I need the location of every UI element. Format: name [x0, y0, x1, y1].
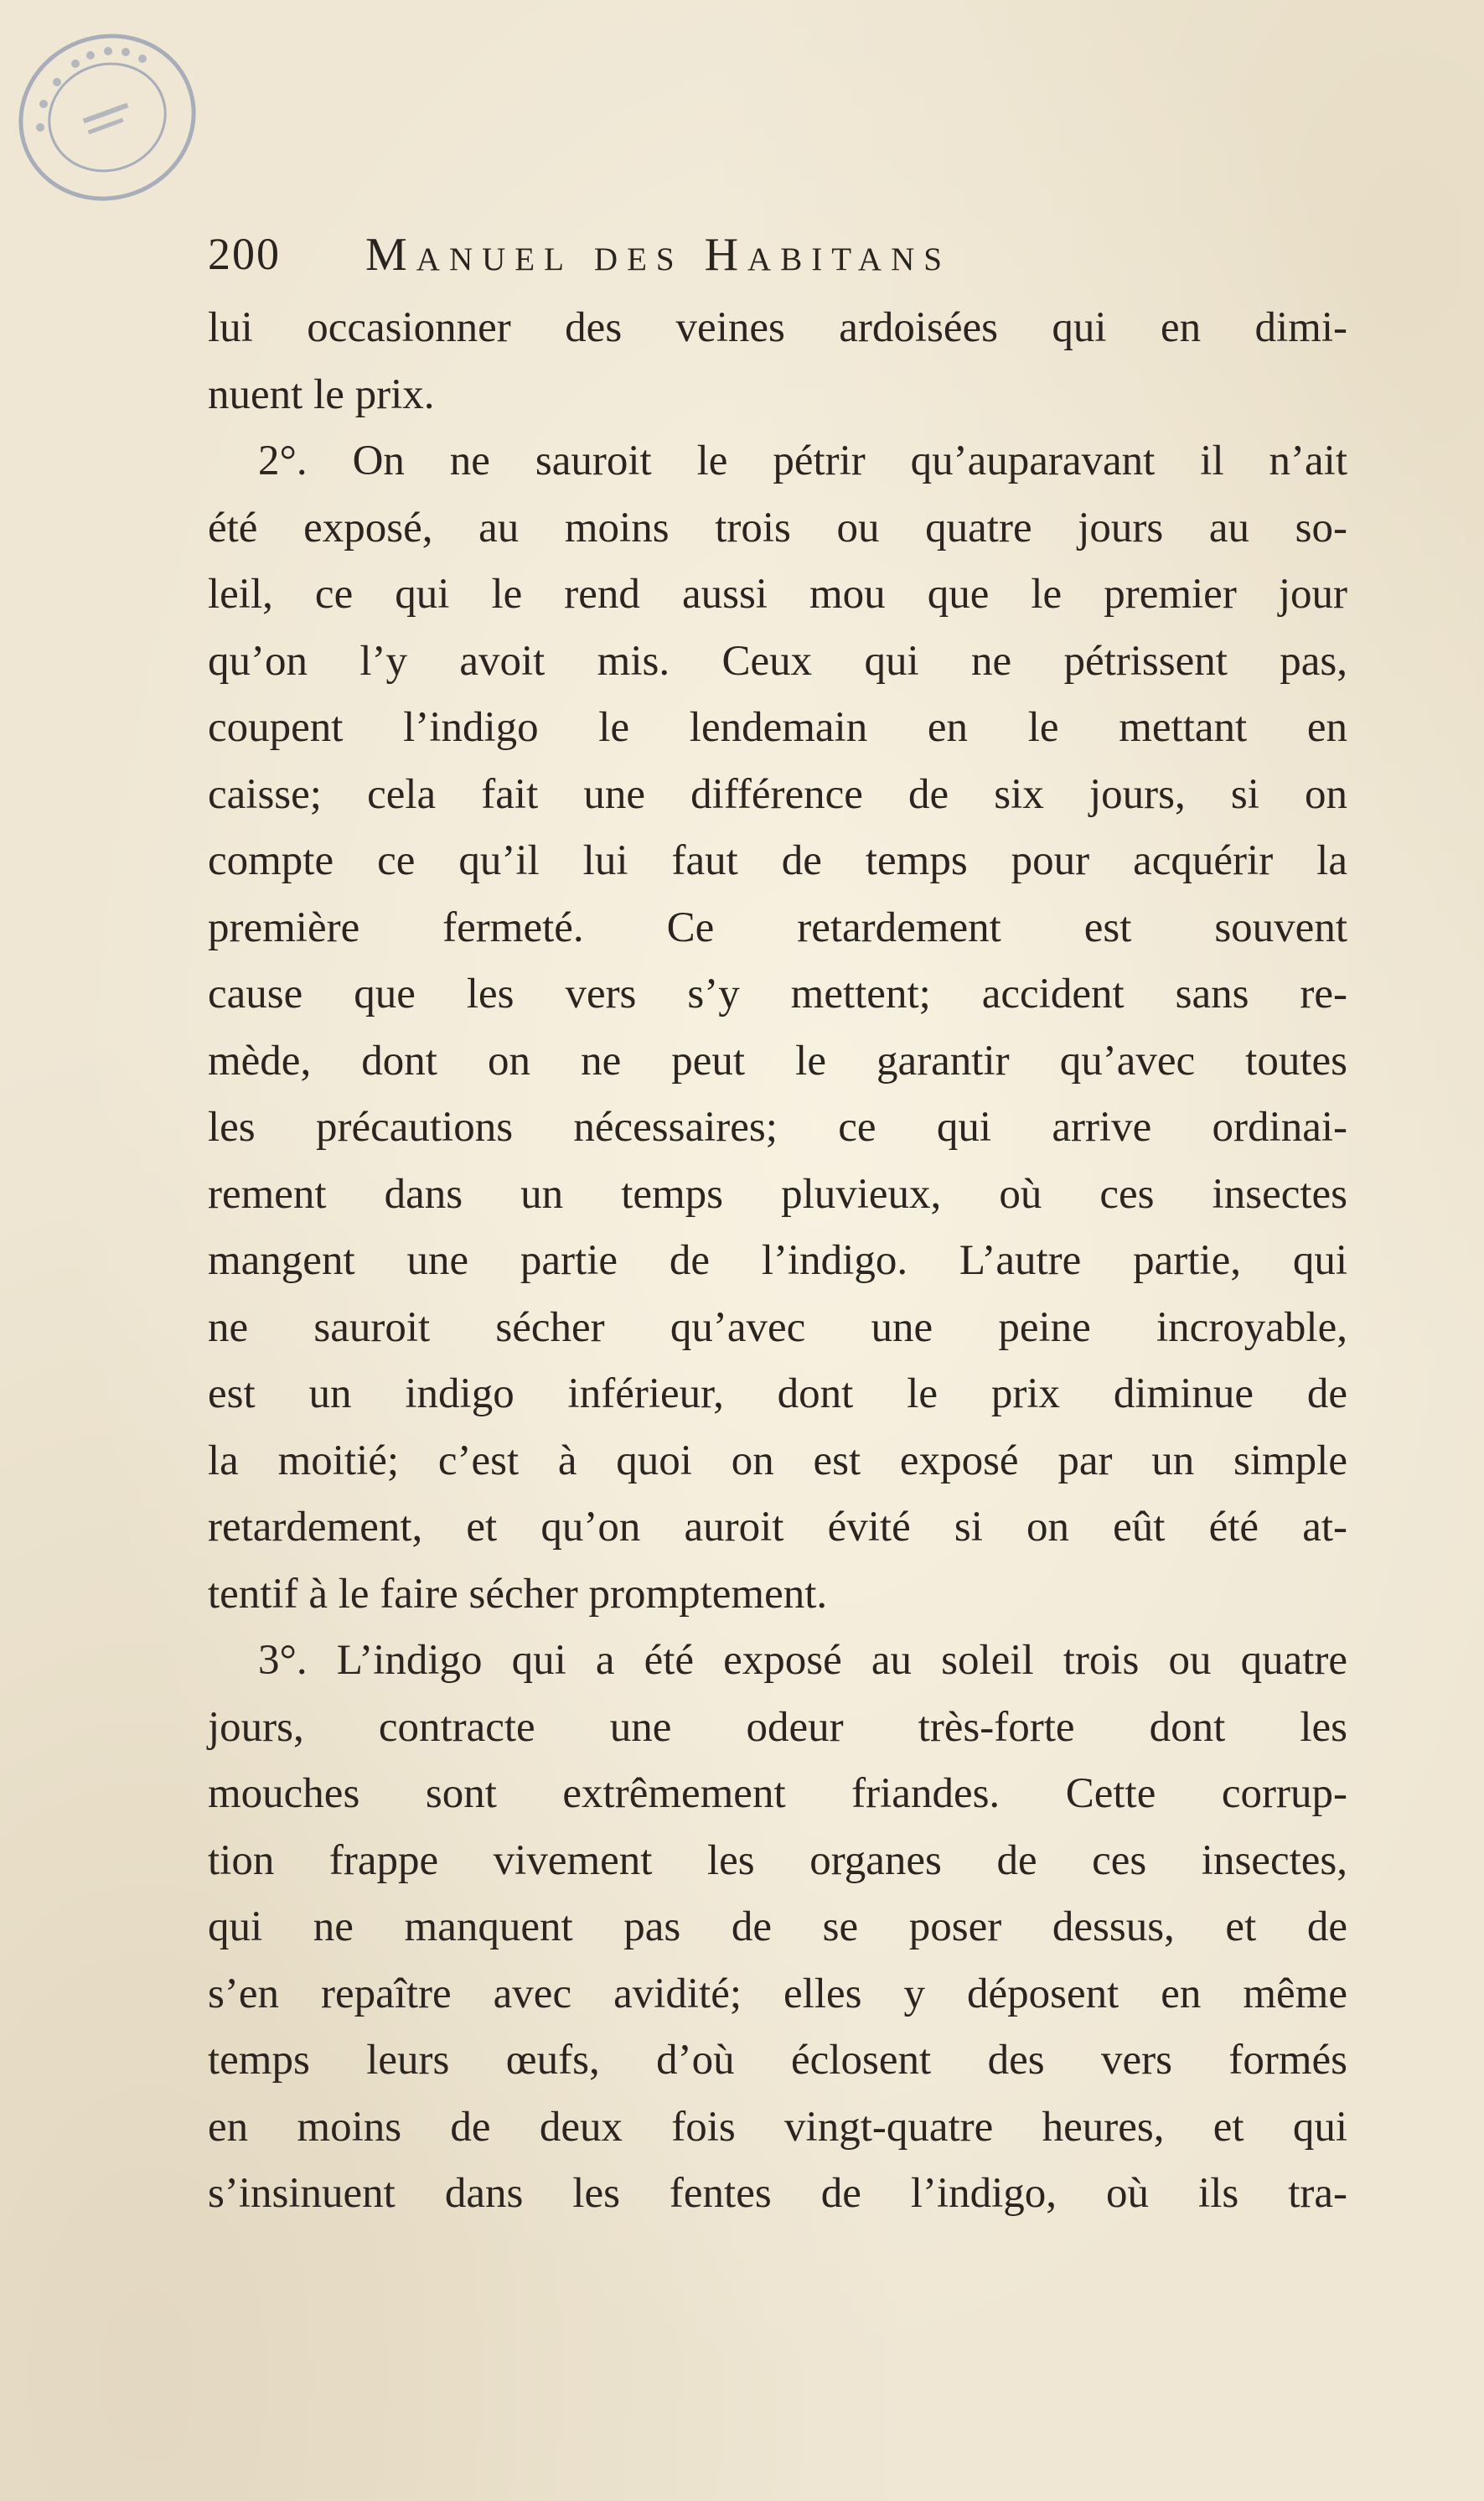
text-line: retardement, et qu’on auroit évité si on eût été at- — [208, 1504, 1347, 1551]
running-header — [208, 228, 1347, 295]
text-line: qui ne manquent pas de se poser dessus, et de — [208, 1903, 1347, 1950]
text-line: s’insinuent dans les fentes de l’indigo, où ils tra- — [208, 2170, 1347, 2217]
text-line: 3°. L’indigo qui a été exposé au soleil trois ou quatre — [258, 1637, 1347, 1684]
text-line: jours, contracte une odeur très-forte dont les — [208, 1703, 1347, 1751]
text-line: tion frappe vivement les organes de ces insectes, — [208, 1836, 1347, 1884]
body-text — [208, 295, 1347, 2228]
text-line: les précautions nécessaires; ce qui arrive ordinai- — [208, 1104, 1347, 1151]
text-line: mouches sont extrêmement friandes. Cette corrup- — [208, 1770, 1347, 1817]
text-line: cause que les vers s’y mettent; accident sans re- — [208, 971, 1347, 1017]
running-title: Manuel des Habitans — [365, 229, 951, 281]
text-line: mède, dont on ne peut le garantir qu’avec toutes — [208, 1037, 1347, 1085]
text-line: qu’on l’y avoit mis. Ceux qui ne pétrissent pas, — [208, 637, 1347, 685]
text-line: la moitié; c’est à quoi on est exposé par un simple — [208, 1437, 1347, 1484]
text-line: rement dans un temps pluvieux, où ces insectes — [208, 1170, 1347, 1218]
text-line: ne sauroit sécher qu’avec une peine incroyable, — [208, 1303, 1347, 1351]
library-stamp-icon — [7, 17, 208, 218]
text-line: tentif à le faire sécher promptement. — [208, 1570, 828, 1618]
text-line: est un indigo inférieur, dont le prix diminue de — [208, 1370, 1347, 1417]
text-line: compte ce qu’il lui faut de temps pour acquérir la — [208, 837, 1347, 884]
text-line: leil, ce qui le rend aussi mou que le premier jour — [208, 571, 1347, 618]
text-line: temps leurs œufs, d’où éclosent des vers formés — [208, 2037, 1347, 2084]
text-line: caisse; cela fait une différence de six jours, si on — [208, 770, 1347, 818]
text-line: coupent l’indigo le lendemain en le mettant en — [208, 704, 1347, 751]
text-line: première fermeté. Ce retardement est souvent — [208, 904, 1347, 951]
text-line: lui occasionner des veines ardoisées qui en dimi- — [208, 304, 1347, 351]
text-line: nuent le prix. — [208, 370, 435, 418]
page-number: 200 — [208, 229, 281, 279]
text-line: été exposé, au moins trois ou quatre jours au so- — [208, 504, 1347, 551]
text-line: 2°. On ne sauroit le pétrir qu’auparavant il n’ait — [258, 438, 1347, 484]
text-line: en moins de deux fois vingt-quatre heures, et qui — [208, 2103, 1347, 2151]
text-line: mangent une partie de l’indigo. L’autre partie, qui — [208, 1237, 1347, 1284]
text-line: s’en repaître avec avidité; elles y déposent en même — [208, 1970, 1347, 2017]
